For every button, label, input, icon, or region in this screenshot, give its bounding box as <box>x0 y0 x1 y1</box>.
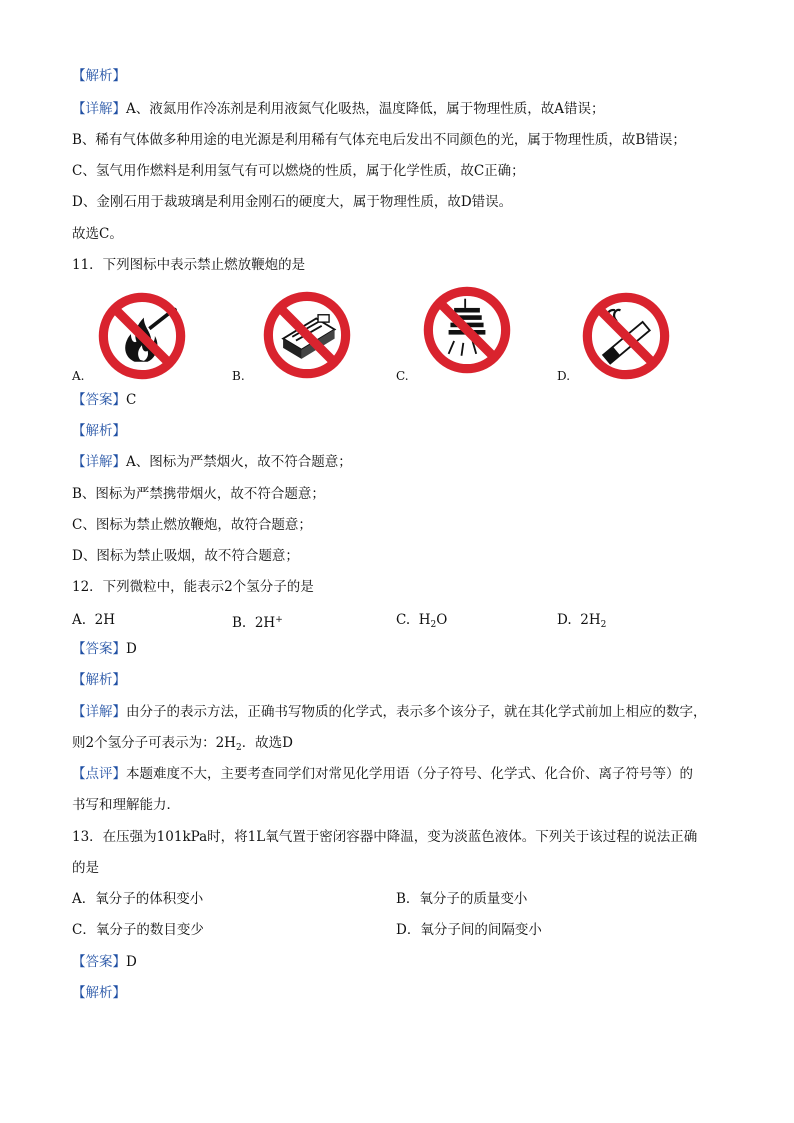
q11-analysis-heading: 【解析】 <box>72 423 126 439</box>
q12-detail-line2: 则2个氢分子可表示为：$2H_2$．故选D <box>72 735 294 753</box>
q11-option-a-label: A. <box>72 369 85 383</box>
q11-detail-a: 【详解】A、图标为严禁烟火，故不符合题意； <box>72 454 352 470</box>
q11-answer: 【答案】C <box>72 392 137 408</box>
q11-detail-d: D、图标为禁止吸烟，故不符合题意； <box>72 548 299 564</box>
q13-option-d: D．氧分子间的间隔变小 <box>396 922 542 938</box>
q12-option-a: A. 2H <box>72 612 116 628</box>
q11-question: 11．下列图标中表示禁止燃放鞭炮的是 <box>72 257 306 273</box>
q13-analysis-heading: 【解析】 <box>72 985 126 1001</box>
q12-option-b: B. 2H+ <box>232 615 283 631</box>
q13-option-b: B．氧分子的质量变小 <box>396 891 528 907</box>
q11-detail-b: B、图标为严禁携带烟火，故不符合题意； <box>72 486 325 502</box>
q13-option-c: C．氧分子的数目变少 <box>72 922 204 938</box>
q13-question-line1: 13．在压强为101kPa时，将1L氧气置于密闭容器中降温，变为淡蓝色液体。下列关于该过程的说法正确 <box>72 829 698 845</box>
q10-detail-c: C、氢气用作燃料是利用氢气有可以燃烧的性质，属于化学性质，故C正确； <box>72 163 525 179</box>
q12-question: 12．下列微粒中，能表示2个氢分子的是 <box>72 579 314 595</box>
q12-answer: 【答案】D <box>72 641 137 657</box>
analysis-heading: 【解析】 <box>72 68 126 84</box>
q10-conclusion: 故选C。 <box>72 226 123 242</box>
q12-comment-line1: 【点评】本题难度不大，主要考查同学们对常见化学用语（分子符号、化学式、化合价、离子符号等）的 <box>72 766 693 782</box>
q11-option-d-label: D. <box>557 369 571 383</box>
q13-answer: 【答案】D <box>72 954 137 970</box>
q12-option-d: D. $2H_2$ <box>557 612 607 630</box>
no-fire-sign-icon <box>96 290 188 382</box>
q13-question-line2: 的是 <box>72 860 99 876</box>
q12-analysis-heading: 【解析】 <box>72 672 126 688</box>
q13-option-a: A．氧分子的体积变小 <box>72 891 204 907</box>
no-firecrackers-sign-icon <box>421 284 513 376</box>
q10-detail-a: 【详解】A、液氮用作冷冻剂是利用液氮气化吸热，温度降低，属于物理性质，故A错误； <box>72 101 605 117</box>
q12-comment-line2: 书写和理解能力． <box>72 797 180 813</box>
q11-detail-c: C、图标为禁止燃放鞭炮，故符合题意； <box>72 517 312 533</box>
q11-option-c-label: C. <box>396 369 409 383</box>
q11-option-b-label: B. <box>232 369 245 383</box>
q10-detail-d: D、金刚石用于裁玻璃是利用金刚石的硬度大，属于物理性质，故D错误。 <box>72 194 513 210</box>
no-smoking-sign-icon <box>580 290 672 382</box>
no-matches-sign-icon <box>261 289 353 381</box>
q12-detail-line1: 【详解】由分子的表示方法，正确书写物质的化学式，表示多个该分子，就在其化学式前加上相应的数字， <box>72 704 707 720</box>
q12-option-c: C. $H_2O$ <box>396 612 448 630</box>
q10-detail-b: B、稀有气体做多种用途的电光源是利用稀有气体充电后发出不同颜色的光，属于物理性质，故B错误； <box>72 132 686 148</box>
